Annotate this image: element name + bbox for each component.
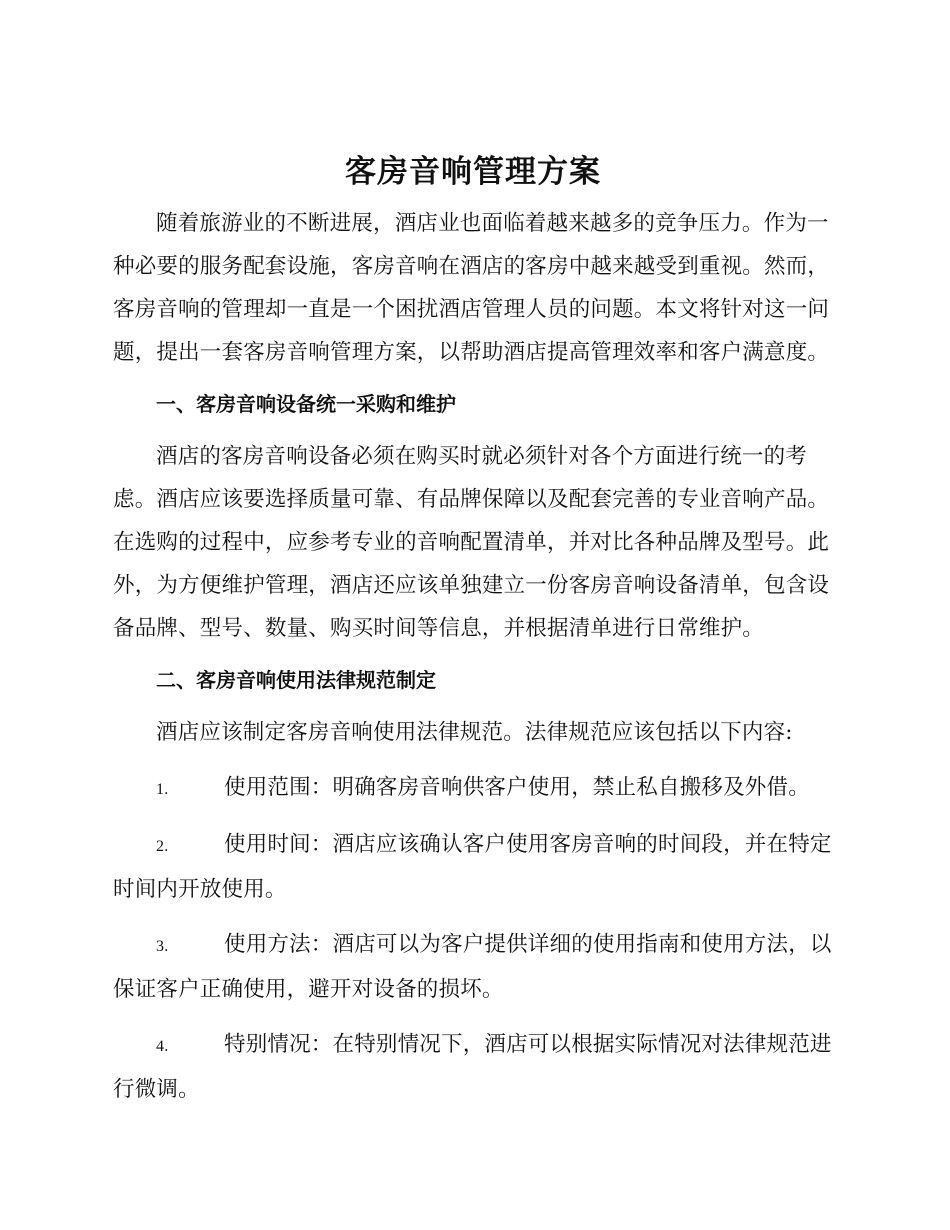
document-title: 客房音响管理方案 [345, 154, 601, 190]
list-item [113, 1023, 833, 1111]
intro-paragraph: 随着旅游业的不断进展，酒店业也面临着越来越多的竞争压力。作为一种必要的服务配套设施，客房音响在酒店的客房中越来越受到重视。然而，客房音响的管理却一直是一个困扰酒店管理人员的问题。本文将针对这一问题，提出一套客房音响管理方案，以帮助酒店提高管理效率和客户满意度。 [113, 211, 830, 365]
list-item-number: 1. [156, 781, 169, 798]
list-item-text: 使用时间：酒店应该确认客户使用客房音响的时间段，并在特定时间内开放使用。 [113, 832, 832, 902]
document-page [113, 148, 833, 1123]
list-item [113, 923, 833, 1011]
list-item [113, 823, 833, 911]
list-item [113, 766, 833, 811]
list-item-number: 3. [156, 938, 169, 955]
list-item-number: 2. [156, 838, 169, 855]
section-paragraph-usage-rules: 酒店应该制定客房音响使用法律规范。法律规范应该包括以下内容: [156, 720, 793, 745]
list-item-text: 特别情况：在特别情况下，酒店可以根据实际情况对法律规范进行微调。 [113, 1032, 832, 1102]
section-paragraph-procurement: 酒店的客房音响设备必须在购买时就必须针对各个方面进行统一的考虑。酒店应该要选择质量可靠、有品牌保障以及配套完善的专业音响产品。在选购的过程中，应参考专业的音响配置清单，并对比各种品牌及型号。此外，为方便维护管理，酒店还应该单独建立一份客房音响设备清单，包含设备品牌、型号、数量、购买时间等信息，并根据清单进行日常维护。 [113, 444, 830, 641]
section-heading-usage-rules: 二、客房音响使用法律规范制定 [156, 668, 436, 692]
list-item-text: 使用范围：明确客房音响供客户使用，禁止私自搬移及外借。 [224, 775, 810, 800]
section-heading-procurement: 一、客房音响设备统一采购和维护 [156, 392, 456, 416]
list-item-number: 4. [156, 1038, 169, 1055]
list-item-text: 使用方法：酒店可以为客户提供详细的使用指南和使用方法，以保证客户正确使用，避开对设备的损坏。 [113, 932, 832, 1002]
